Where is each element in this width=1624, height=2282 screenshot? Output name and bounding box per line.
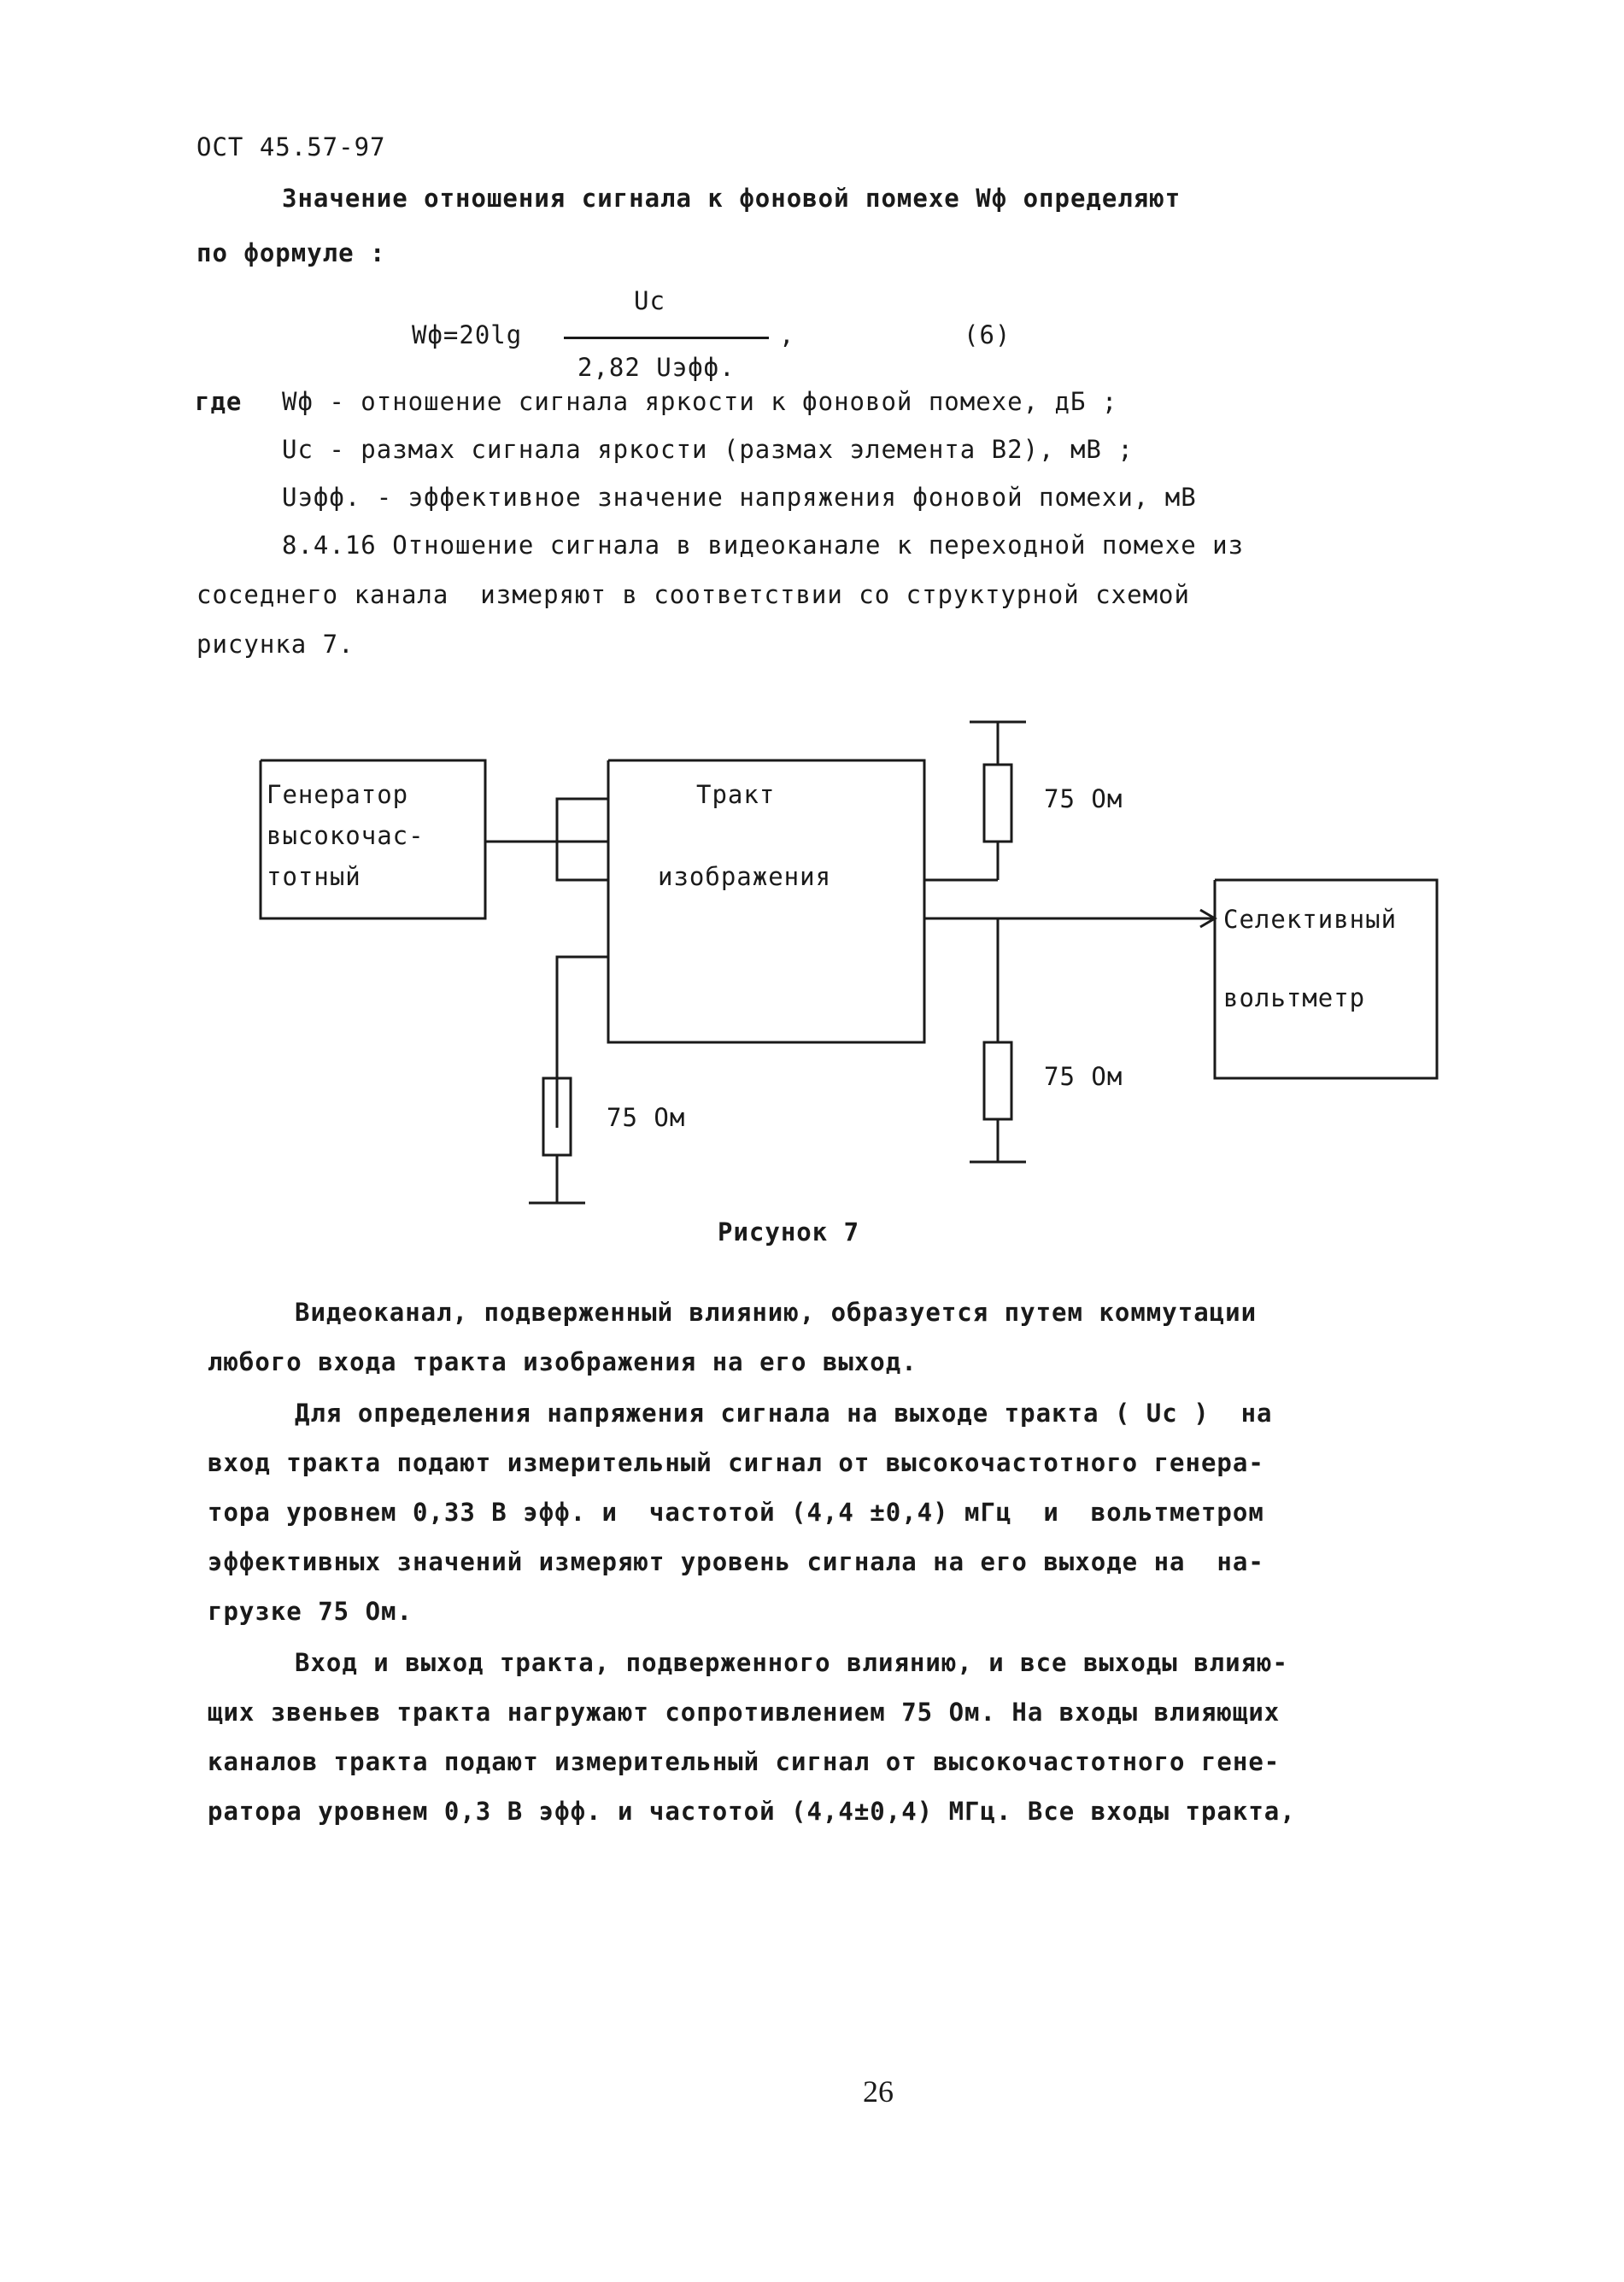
formula-number: (6) xyxy=(964,320,1011,349)
where-label: где xyxy=(195,387,243,416)
formula-intro-line-2: по формуле : xyxy=(196,238,386,267)
load-bottom-left-label: 75 Ом xyxy=(607,1103,686,1132)
bottom-left-load xyxy=(529,1078,685,1203)
formula-numerator: Uc xyxy=(634,286,665,315)
load-bottom-right-label: 75 Ом xyxy=(1044,1062,1123,1091)
voltmeter-label-2: вольтметр xyxy=(1223,983,1366,1012)
generator-label-3: тотный xyxy=(267,862,361,891)
formula-lhs: Wф=20lg xyxy=(412,320,523,349)
resistor-bottom-right xyxy=(984,1042,1011,1119)
section-8-4-16-line-3: рисунка 7. xyxy=(196,630,355,659)
paragraph-3-line-2: щих звеньев тракта нагружают сопротивлением 75 Ом. На входы влияющих xyxy=(208,1698,1281,1727)
definition-uc: Uc - размах сигнала яркости (размах элемента В2), мВ ; xyxy=(282,435,1134,464)
paragraph-3-line-1: Вход и выход тракта, подверженного влиянию, и все выходы влияю- xyxy=(295,1648,1288,1677)
formula-intro-line-1: Значение отношения сигнала к фоновой помехе Wф определяют xyxy=(282,184,1181,213)
voltmeter-block xyxy=(1215,880,1437,1078)
paragraph-2-line-1: Для определения напряжения сигнала на выходе тракта ( Uc ) на xyxy=(295,1399,1273,1428)
formula-denominator: 2,82 Uэфф. xyxy=(577,353,736,382)
document-code: ОСТ 45.57-97 xyxy=(196,132,386,161)
generator-label-1: Генератор xyxy=(267,780,409,809)
output-connections xyxy=(924,910,1215,1162)
resistor-top xyxy=(984,765,1011,842)
generator-block xyxy=(261,760,485,918)
path-label-1: Тракт xyxy=(696,780,776,809)
paragraph-1-line-2: любого входа тракта изображения на его выход. xyxy=(208,1347,918,1376)
load-top-label: 75 Ом xyxy=(1044,784,1123,813)
voltmeter-label-1: Селективный xyxy=(1223,905,1398,934)
paragraph-2-line-3: тора уровнем 0,33 В эфф. и частотой (4,4 ±0,4) мГц и вольтметром xyxy=(208,1498,1264,1527)
definition-ueff: Uэфф. - эффективное значение напряжения фоновой помехи, мВ xyxy=(282,483,1197,512)
paragraph-1-line-1: Видеоканал, подверженный влиянию, образуется путем коммутации xyxy=(295,1298,1258,1327)
formula-comma: , xyxy=(779,320,795,349)
paragraph-3-line-3: каналов тракта подают измерительный сигнал от высокочастотного гене- xyxy=(208,1747,1281,1776)
paragraph-2-line-2: вход тракта подают измерительный сигнал от высокочастотного генера- xyxy=(208,1448,1264,1477)
section-8-4-16-line-2: соседнего канала измеряют в соответствии со структурной схемой xyxy=(196,580,1190,609)
paragraph-3-line-4: ратора уровнем 0,3 В эфф. и частотой (4,4±0,4) МГц. Все входы тракта, xyxy=(208,1797,1296,1826)
generator-label-2: высокочас- xyxy=(267,821,425,850)
paragraph-2-line-4: эффективных значений измеряют уровень сигнала на его выходе на на- xyxy=(208,1547,1264,1576)
image-path-block xyxy=(608,760,924,1042)
path-label-2: изображения xyxy=(658,862,832,891)
definition-wf: Wф - отношение сигнала яркости к фоновой помехе, дБ ; xyxy=(282,387,1118,416)
top-load xyxy=(924,722,1123,880)
figure-caption: Рисунок 7 xyxy=(718,1217,860,1247)
section-8-4-16-line-1: 8.4.16 Отношение сигнала в видеоканале к переходной помехе из xyxy=(282,531,1245,560)
page-number: 26 xyxy=(863,2074,894,2109)
paragraph-2-line-5: грузке 75 Ом. xyxy=(208,1597,413,1626)
